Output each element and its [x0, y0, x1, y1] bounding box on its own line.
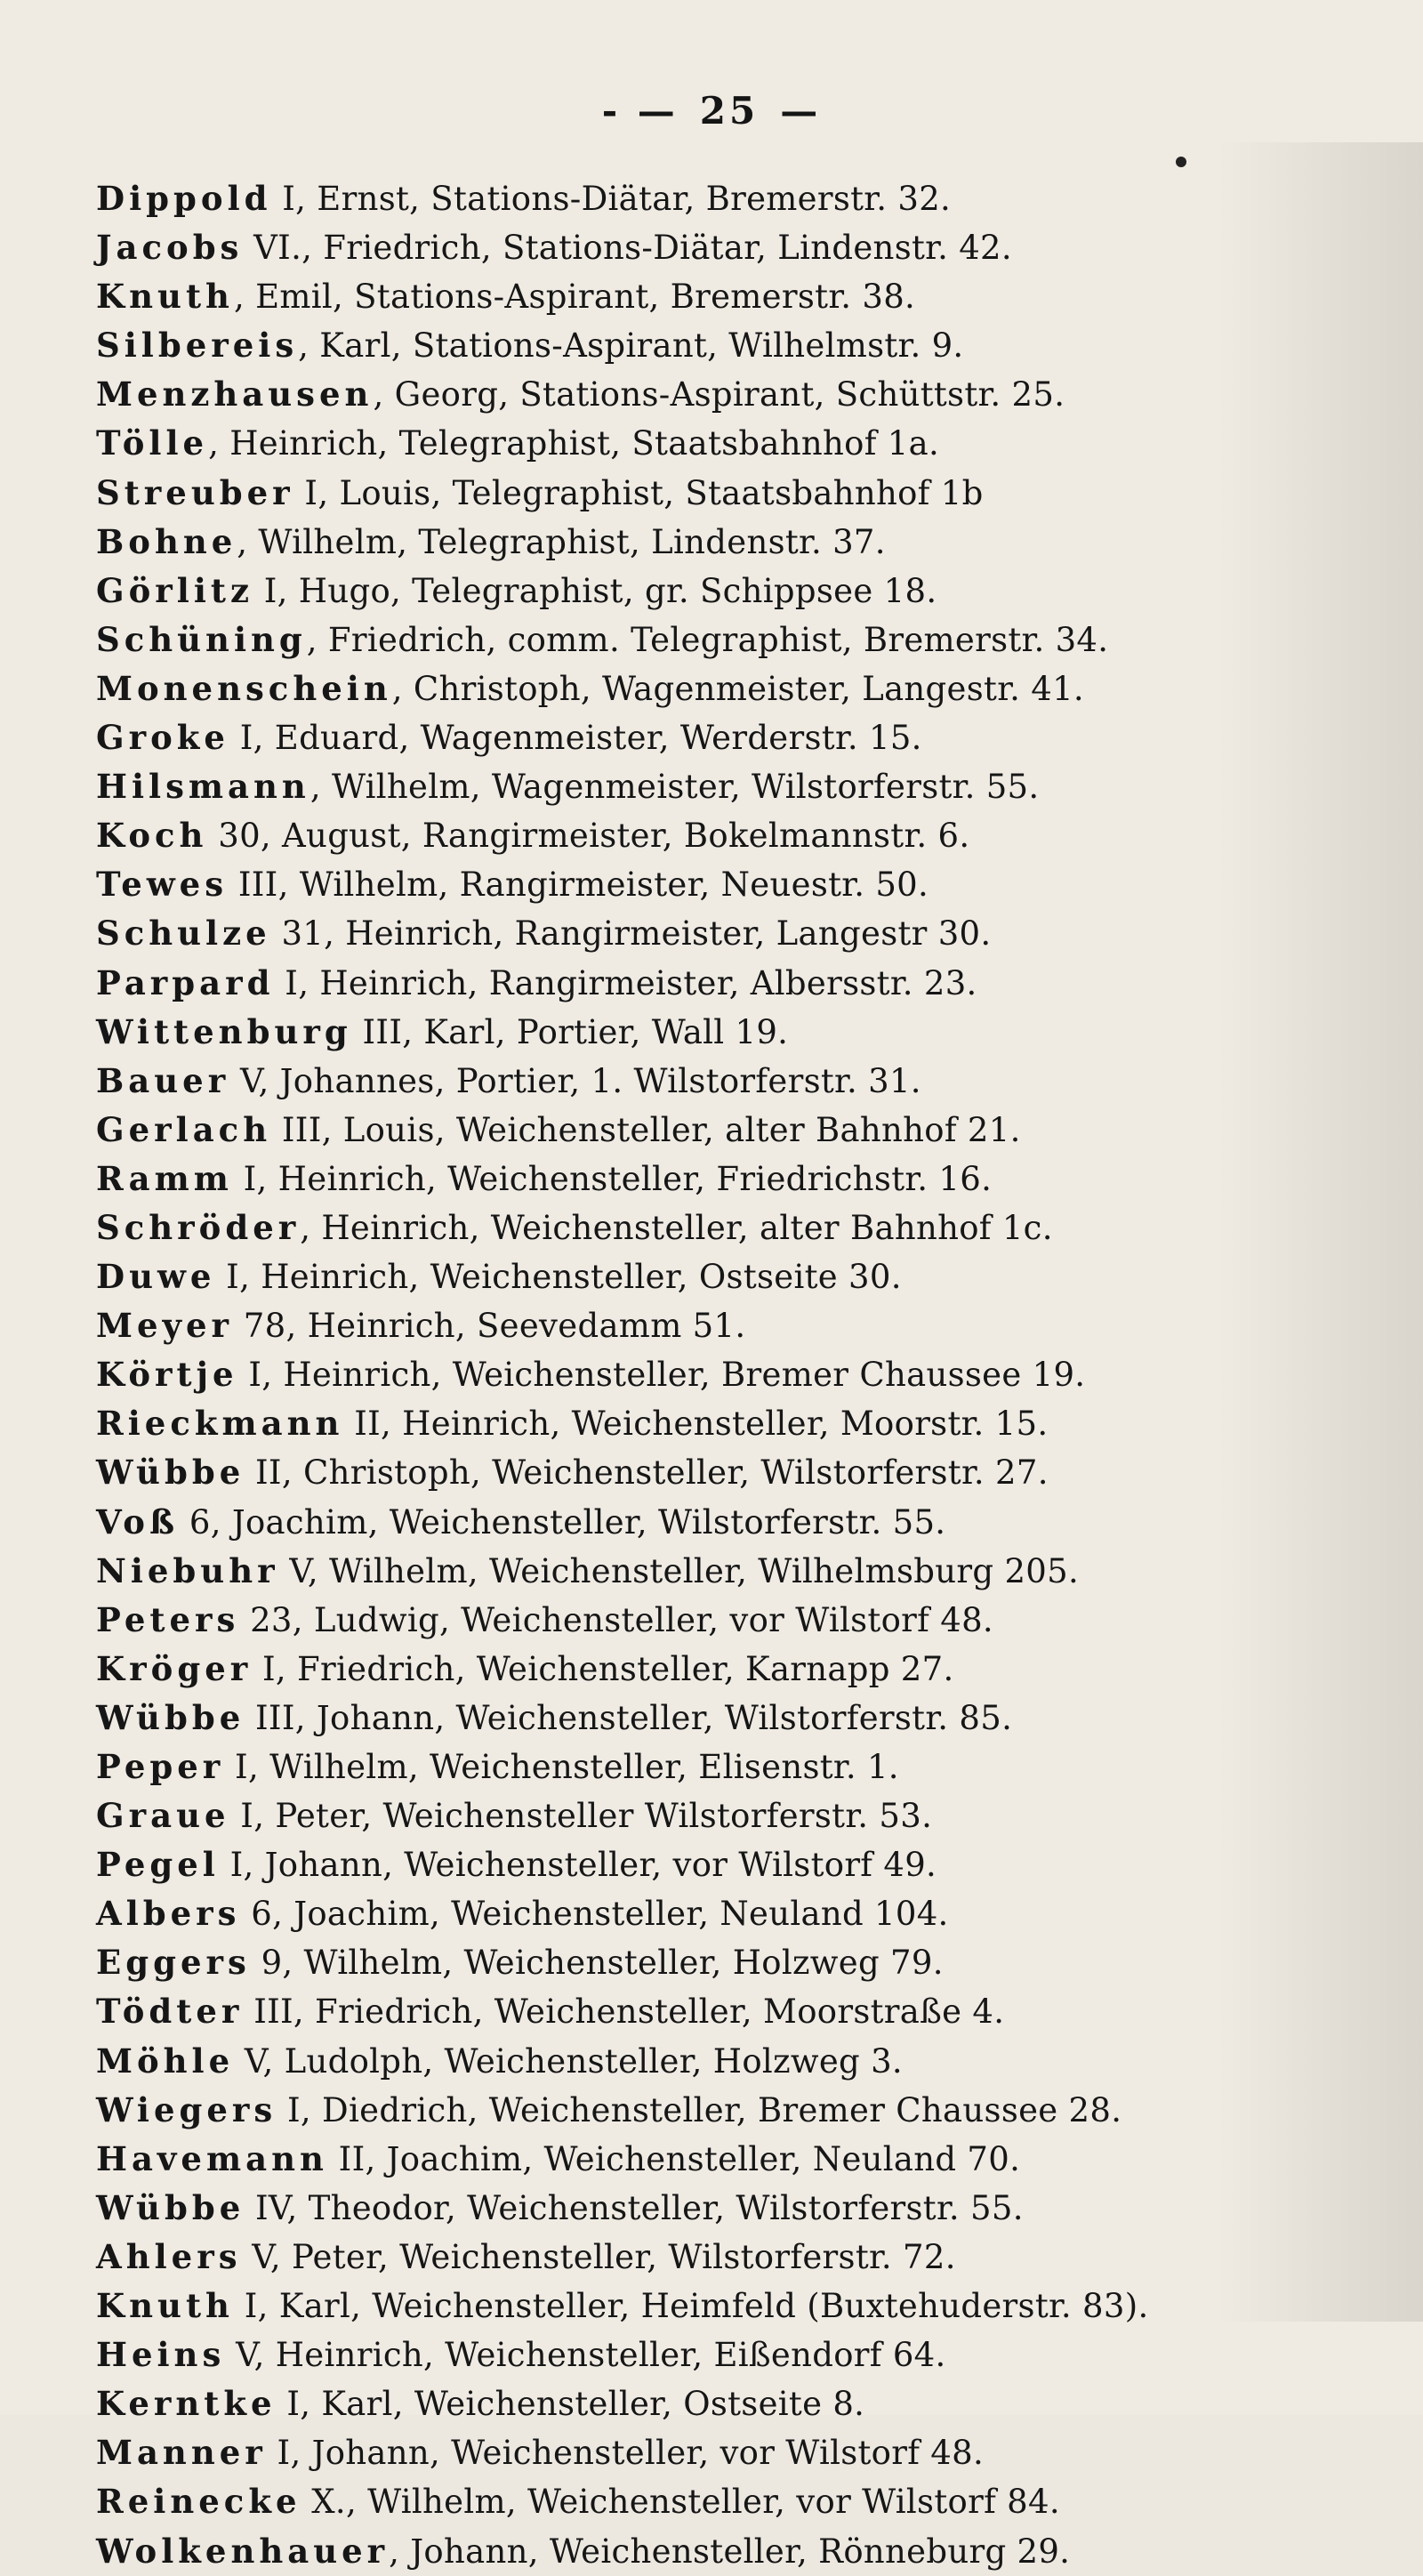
entry-details: V, Wilhelm, Weichensteller, Wilhelmsburg 205.	[289, 1551, 1080, 1590]
entry-details: , Heinrich, Weichensteller, alter Bahnhof 1c.	[300, 1208, 1053, 1247]
list-item	[96, 1008, 1252, 1057]
entry-gap	[228, 865, 238, 904]
entry-surname: Jacobs	[96, 228, 244, 268]
entry-surname: Monenschein	[96, 668, 392, 708]
list-item	[96, 1106, 1252, 1155]
list-item	[96, 2037, 1252, 2086]
entry-surname: Rieckmann	[96, 1404, 344, 1444]
entry-surname: Knuth	[96, 2286, 234, 2326]
entry-gap	[245, 1699, 255, 1737]
entry-surname: Schröder	[96, 1207, 301, 1247]
entry-surname: Parpard	[96, 962, 275, 1002]
list-item	[96, 1743, 1252, 1791]
entry-surname: Groke	[96, 718, 229, 758]
entry-details: , Emil, Stations-Aspirant, Bremerstr. 38.	[233, 278, 916, 317]
entry-gap	[229, 1062, 240, 1100]
list-item	[96, 1448, 1252, 1497]
entry-details: I, Heinrich, Weichensteller, Friedrichstr. 16.	[243, 1159, 993, 1198]
entry-details: I, Karl, Weichensteller, Heimfeld (Buxtehuderstr. 83).	[244, 2287, 1149, 2326]
list-item	[96, 616, 1252, 664]
entry-details: , Georg, Stations-Aspirant, Schüttstr. 25.	[373, 375, 1065, 415]
list-item	[96, 2135, 1252, 2184]
entry-details: III, Karl, Portier, Wall 19.	[362, 1012, 789, 1051]
entry-details: X., Wilhelm, Weichensteller, vor Wilstorf 84.	[311, 2483, 1060, 2522]
entry-gap	[233, 1160, 244, 1198]
list-item	[96, 2527, 1252, 2576]
entry-surname: Wübbe	[96, 1453, 245, 1493]
list-item	[96, 469, 1252, 518]
entry-details: II, Heinrich, Weichensteller, Moorstr. 15.	[354, 1405, 1049, 1444]
list-item	[96, 1791, 1252, 1840]
entry-gap	[294, 474, 305, 512]
entry-surname: Albers	[96, 1894, 241, 1934]
entry-gap	[241, 1895, 252, 1933]
entry-gap	[271, 914, 282, 953]
entry-details: 23, Ludwig, Weichensteller, vor Wilstorf 48.	[250, 1600, 993, 1639]
list-item	[96, 1350, 1252, 1399]
entry-details: , Johann, Weichensteller, Rönneburg 29.	[389, 2532, 1071, 2571]
entry-surname: Streuber	[96, 472, 294, 512]
entry-gap	[277, 2091, 287, 2129]
list-item	[96, 909, 1252, 958]
entry-details: 9, Wilhelm, Weichensteller, Holzweg 79.	[261, 1944, 944, 1983]
entry-surname: Peters	[96, 1599, 240, 1639]
list-item	[96, 959, 1252, 1008]
entry-surname: Wübbe	[96, 2187, 245, 2227]
entry-gap	[238, 1356, 249, 1394]
list-item	[96, 1252, 1252, 1301]
entry-gap	[239, 1601, 250, 1639]
entry-surname: Meyer	[96, 1306, 234, 1346]
list-item	[96, 2282, 1252, 2330]
entry-gap	[267, 2434, 277, 2472]
entry-details: I, Wilhelm, Weichensteller, Elisenstr. 1.	[235, 1748, 899, 1786]
entry-surname: Eggers	[96, 1943, 251, 1983]
entry-details: , Wilhelm, Wagenmeister, Wilstorferstr. 55.	[310, 768, 1040, 807]
list-item	[96, 860, 1252, 909]
entry-details: V, Heinrich, Weichensteller, Eißendorf 64.	[236, 2336, 946, 2375]
list-item	[96, 2428, 1252, 2477]
entry-details: I, Hugo, Telegraphist, gr. Schippsee 18.	[263, 571, 937, 610]
entry-gap	[301, 2483, 312, 2521]
list-item	[96, 1596, 1252, 1645]
entry-details: V, Ludolph, Weichensteller, Holzweg 3.	[244, 2041, 903, 2081]
entry-details: III, Wilhelm, Rangirmeister, Neuestr. 50.	[237, 865, 929, 905]
entry-details: 78, Heinrich, Seevedamm 51.	[243, 1307, 746, 1346]
list-item	[96, 1399, 1252, 1448]
entry-surname: Kröger	[96, 1648, 253, 1688]
entry-surname: Dippold	[96, 179, 272, 218]
entry-gap	[275, 964, 285, 1002]
entry-surname: Tewes	[96, 865, 229, 905]
list-item	[96, 2086, 1252, 2135]
list-item	[96, 1840, 1252, 1889]
entry-details: II, Joachim, Weichensteller, Neuland 70.	[338, 2139, 1021, 2178]
entry-surname: Möhle	[96, 2041, 235, 2081]
entry-gap	[179, 1503, 189, 1542]
list-item	[96, 664, 1252, 713]
list-item	[96, 713, 1252, 762]
entry-details: , Heinrich, Telegraphist, Staatsbahnhof 1a.	[208, 424, 940, 463]
list-item	[96, 1498, 1252, 1547]
entry-surname: Manner	[96, 2433, 267, 2473]
list-item	[96, 1155, 1252, 1203]
list-item	[96, 2184, 1252, 2233]
entry-gap	[234, 2042, 245, 2081]
entry-details: III, Johann, Weichensteller, Wilstorferstr. 85.	[255, 1698, 1013, 1737]
entry-gap	[253, 572, 264, 610]
entry-surname: Knuth	[96, 277, 234, 317]
entry-gap	[352, 1013, 363, 1051]
entry-details: I, Friedrich, Weichensteller, Karnapp 27.	[262, 1649, 954, 1688]
list-item	[96, 811, 1252, 860]
entry-details: VI., Friedrich, Stations-Diätar, Lindenstr. 42.	[253, 229, 1012, 268]
entry-gap	[328, 2140, 339, 2178]
list-item	[96, 223, 1252, 272]
entry-gap	[243, 229, 253, 267]
list-item	[96, 1694, 1252, 1743]
list-item	[96, 272, 1252, 321]
entry-details: I, Louis, Telegraphist, Staatsbahnhof 1b	[304, 473, 984, 512]
entry-details: I, Heinrich, Rangirmeister, Albersstr. 23.	[285, 963, 977, 1002]
entry-surname: Duwe	[96, 1257, 216, 1297]
entry-gap	[242, 2238, 253, 2276]
entry-gap	[230, 1797, 241, 1835]
entry-details: , Wilhelm, Telegraphist, Lindenstr. 37.	[237, 522, 886, 561]
entry-details: I, Eduard, Wagenmeister, Werderstr. 15.	[239, 719, 922, 758]
entry-details: I, Johann, Weichensteller, vor Wilstorf 49.	[229, 1846, 937, 1885]
list-item	[96, 1057, 1252, 1106]
entry-details: 30, August, Rangirmeister, Bokelmannstr. 6.	[218, 817, 970, 856]
list-item	[96, 2379, 1252, 2428]
entry-surname: Tölle	[96, 423, 209, 463]
list-item	[96, 2477, 1252, 2526]
page-header	[0, 89, 1423, 133]
entry-gap	[272, 180, 283, 218]
entry-details: III, Louis, Weichensteller, alter Bahnhof 21.	[281, 1110, 1021, 1149]
entry-surname: Bauer	[96, 1060, 230, 1100]
entry-details: , Friedrich, comm. Telegraphist, Bremerstr. 34.	[306, 620, 1109, 659]
entry-surname: Heins	[96, 2335, 226, 2375]
entry-surname: Kerntke	[96, 2384, 277, 2424]
entry-surname: Hilsmann	[96, 767, 310, 807]
entry-surname: Schüning	[96, 619, 307, 659]
entry-gap	[229, 719, 240, 757]
entry-gap	[343, 1405, 354, 1443]
entry-surname: Niebuhr	[96, 1550, 279, 1590]
entry-details: I, Karl, Weichensteller, Ostseite 8.	[286, 2385, 865, 2424]
entry-details: I, Johann, Weichensteller, vor Wilstorf 48.	[277, 2434, 985, 2473]
entry-surname: Wolkenhauer	[96, 2531, 390, 2571]
entry-surname: Voß	[96, 1501, 180, 1542]
entry-surname: Ahlers	[96, 2236, 242, 2276]
list-item	[96, 2330, 1252, 2379]
entry-details: , Christoph, Wagenmeister, Langestr. 41.	[391, 669, 1084, 708]
entry-gap	[245, 1453, 255, 1492]
entry-surname: Wittenburg	[96, 1011, 352, 1051]
entry-details: III, Friedrich, Weichensteller, Moorstraße 4.	[253, 1992, 1005, 2032]
entry-surname: Schulze	[96, 914, 271, 954]
list-item	[96, 419, 1252, 468]
list-item	[96, 1547, 1252, 1596]
entry-details: 6, Joachim, Weichensteller, Neuland 104.	[251, 1895, 949, 1934]
entry-surname: Koch	[96, 816, 208, 856]
list-item	[96, 370, 1252, 419]
entry-surname: Wiegers	[96, 2089, 277, 2129]
entry-surname: Gerlach	[96, 1109, 272, 1149]
entry-gap	[207, 817, 218, 855]
entry-details: I, Diedrich, Weichensteller, Bremer Chaussee 28.	[287, 2090, 1122, 2129]
entry-gap	[224, 1748, 235, 1786]
entry-gap	[245, 2189, 255, 2227]
entry-surname: Körtje	[96, 1355, 238, 1395]
entry-gap	[243, 1992, 253, 2031]
header-right-dash: —	[780, 89, 822, 133]
entry-details: I, Heinrich, Weichensteller, Bremer Chaussee 19.	[248, 1356, 1086, 1395]
entry-details: V, Johannes, Portier, 1. Wilstorferstr. 31.	[239, 1061, 921, 1100]
entry-list	[96, 174, 1252, 2576]
entry-surname: Bohne	[96, 521, 237, 561]
entry-gap	[234, 2287, 245, 2325]
entry-gap	[252, 1650, 262, 1688]
entry-details: II, Christoph, Weichensteller, Wilstorferstr. 27.	[255, 1453, 1049, 1493]
entry-details: I, Peter, Weichensteller Wilstorferstr. 53.	[240, 1797, 933, 1836]
list-item	[96, 762, 1252, 811]
entry-gap	[215, 1258, 226, 1296]
list-item	[96, 1203, 1252, 1252]
entry-surname: Pegel	[96, 1845, 220, 1885]
entry-surname: Görlitz	[96, 570, 253, 610]
entry-gap	[271, 1111, 282, 1149]
entry-details: , Karl, Stations-Aspirant, Wilhelmstr. 9.	[298, 326, 964, 366]
list-item	[96, 321, 1252, 370]
entry-details: IV, Theodor, Weichensteller, Wilstorferstr. 55.	[255, 2188, 1024, 2227]
entry-details: 31, Heinrich, Rangirmeister, Langestr 30.	[281, 914, 992, 954]
list-item	[96, 1987, 1252, 2036]
ink-dot	[1176, 157, 1186, 167]
entry-gap	[279, 1552, 290, 1590]
entry-gap	[220, 1846, 230, 1884]
list-item	[96, 1645, 1252, 1694]
entry-details: V, Peter, Weichensteller, Wilstorferstr. 72.	[252, 2237, 956, 2276]
entry-surname: Menzhausen	[96, 374, 374, 415]
list-item	[96, 2233, 1252, 2282]
list-item	[96, 174, 1252, 223]
entry-surname: Wübbe	[96, 1697, 245, 1737]
entry-gap	[233, 1307, 244, 1345]
entry-surname: Silbereis	[96, 326, 299, 366]
entry-surname: Havemann	[96, 2138, 328, 2178]
list-item	[96, 1889, 1252, 1938]
entry-gap	[251, 1944, 261, 1982]
entry-gap	[277, 2385, 287, 2423]
list-item	[96, 1301, 1252, 1350]
entry-details: 6, Joachim, Weichensteller, Wilstorferstr. 55.	[189, 1502, 946, 1542]
page-number: 25	[699, 89, 760, 133]
list-item	[96, 1938, 1252, 1987]
header-left-dash: - —	[601, 89, 679, 133]
entry-surname: Tödter	[96, 1992, 244, 2032]
entry-details: I, Heinrich, Weichensteller, Ostseite 30.	[226, 1258, 902, 1297]
list-item	[96, 518, 1252, 567]
entry-surname: Reinecke	[96, 2482, 301, 2522]
entry-details: I, Ernst, Stations-Diätar, Bremerstr. 32.	[282, 180, 952, 218]
entry-surname: Peper	[96, 1747, 225, 1786]
entry-surname: Graue	[96, 1796, 230, 1836]
entry-surname: Ramm	[96, 1158, 233, 1198]
entry-gap	[225, 2336, 236, 2374]
list-item	[96, 567, 1252, 616]
